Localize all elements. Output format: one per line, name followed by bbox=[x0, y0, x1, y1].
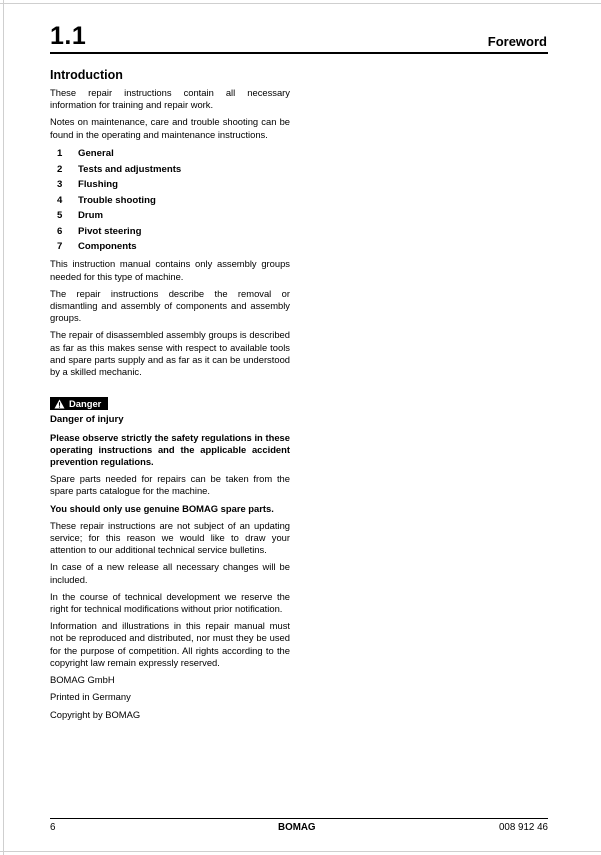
main-column bbox=[50, 68, 290, 726]
chapter-label: Tests and adjustments bbox=[78, 163, 182, 175]
body-paragraph-3: This instruction manual contains only assembly groups needed for this type of machine. bbox=[50, 258, 290, 282]
chapter-number: 5 bbox=[57, 210, 63, 222]
body-paragraph-11: Information and illustrations in this repair manual must not be reproduced and distributed, nor must they be used for the purpose of competition. All rights according to the copyright law remain expressly reserved. bbox=[50, 620, 290, 668]
copyright-line: Copyright by BOMAG bbox=[50, 708, 141, 720]
list-item bbox=[50, 239, 290, 255]
printed-in: Printed in Germany bbox=[50, 691, 131, 703]
chapter-label: Components bbox=[78, 241, 137, 253]
page-frame-bottom bbox=[0, 851, 601, 852]
chapter-number: 3 bbox=[57, 179, 63, 191]
list-item bbox=[50, 223, 290, 239]
intro-paragraph-2: Notes on maintenance, care and trouble shooting can be found in the operating and maintenance instructions. bbox=[50, 116, 290, 140]
body-paragraph-7: You should only use genuine BOMAG spare parts. bbox=[50, 502, 274, 514]
chapter-label: Trouble shooting bbox=[78, 194, 156, 206]
list-item bbox=[50, 192, 290, 208]
chapter-number: 6 bbox=[57, 225, 63, 237]
body-paragraph-4: The repair instructions describe the removal or dismantling and assembly of components and assembly groups. bbox=[50, 287, 290, 324]
body-paragraph-9: In case of a new release all necessary changes will be included. bbox=[50, 561, 290, 585]
section-title: Foreword bbox=[487, 34, 547, 49]
chapter-number: 1 bbox=[57, 148, 63, 160]
chapter-label: Drum bbox=[78, 210, 104, 222]
intro-paragraph-1: These repair instructions contain all necessary information for training and repair work. bbox=[50, 87, 290, 111]
introduction-heading: Introduction bbox=[50, 68, 123, 82]
header-rule bbox=[50, 52, 548, 54]
danger-badge-label: Danger bbox=[69, 398, 102, 410]
footer-brand: BOMAG bbox=[278, 822, 316, 833]
page-number: 6 bbox=[50, 822, 56, 833]
chapter-label: Pivot steering bbox=[78, 225, 142, 237]
document-number: 008 912 46 bbox=[498, 822, 548, 833]
warning-triangle-icon bbox=[54, 399, 65, 409]
footer-rule bbox=[50, 818, 548, 819]
list-item bbox=[50, 177, 290, 193]
company-name: BOMAG GmbH bbox=[50, 674, 115, 686]
page-frame-left bbox=[3, 0, 4, 855]
body-paragraph-8: These repair instructions are not subject of an updating service; for this reason we would like to draw your attention to our additional technical service bulletins. bbox=[50, 519, 290, 556]
chapter-label: Flushing bbox=[78, 179, 118, 191]
body-paragraph-10: In the course of technical development we reserve the right for technical modifications without prior notification. bbox=[50, 590, 290, 615]
danger-badge bbox=[50, 397, 108, 410]
page-frame-top bbox=[0, 3, 601, 4]
list-item bbox=[50, 208, 290, 224]
list-item bbox=[50, 161, 290, 177]
danger-text: Please observe strictly the safety regulations in these operating instructions and the applicable accident prevention regulations. bbox=[50, 431, 290, 468]
chapter-label: General bbox=[78, 148, 114, 160]
list-item bbox=[50, 146, 290, 162]
chapter-number: 2 bbox=[57, 163, 63, 175]
body-paragraph-5: The repair of disassembled assembly groups is described as far as this makes sense with respect to available tools and spare parts supply and as far as it can be understood by a skilled mechanic. bbox=[50, 329, 290, 377]
chapter-list bbox=[50, 146, 290, 255]
section-number: 1.1 bbox=[50, 22, 87, 50]
body-paragraph-6: Spare parts needed for repairs can be taken from the spare parts catalogue for the machine. bbox=[50, 473, 290, 497]
chapter-number: 4 bbox=[57, 194, 63, 206]
danger-subtitle: Danger of injury bbox=[50, 413, 124, 425]
chapter-number: 7 bbox=[57, 241, 63, 253]
